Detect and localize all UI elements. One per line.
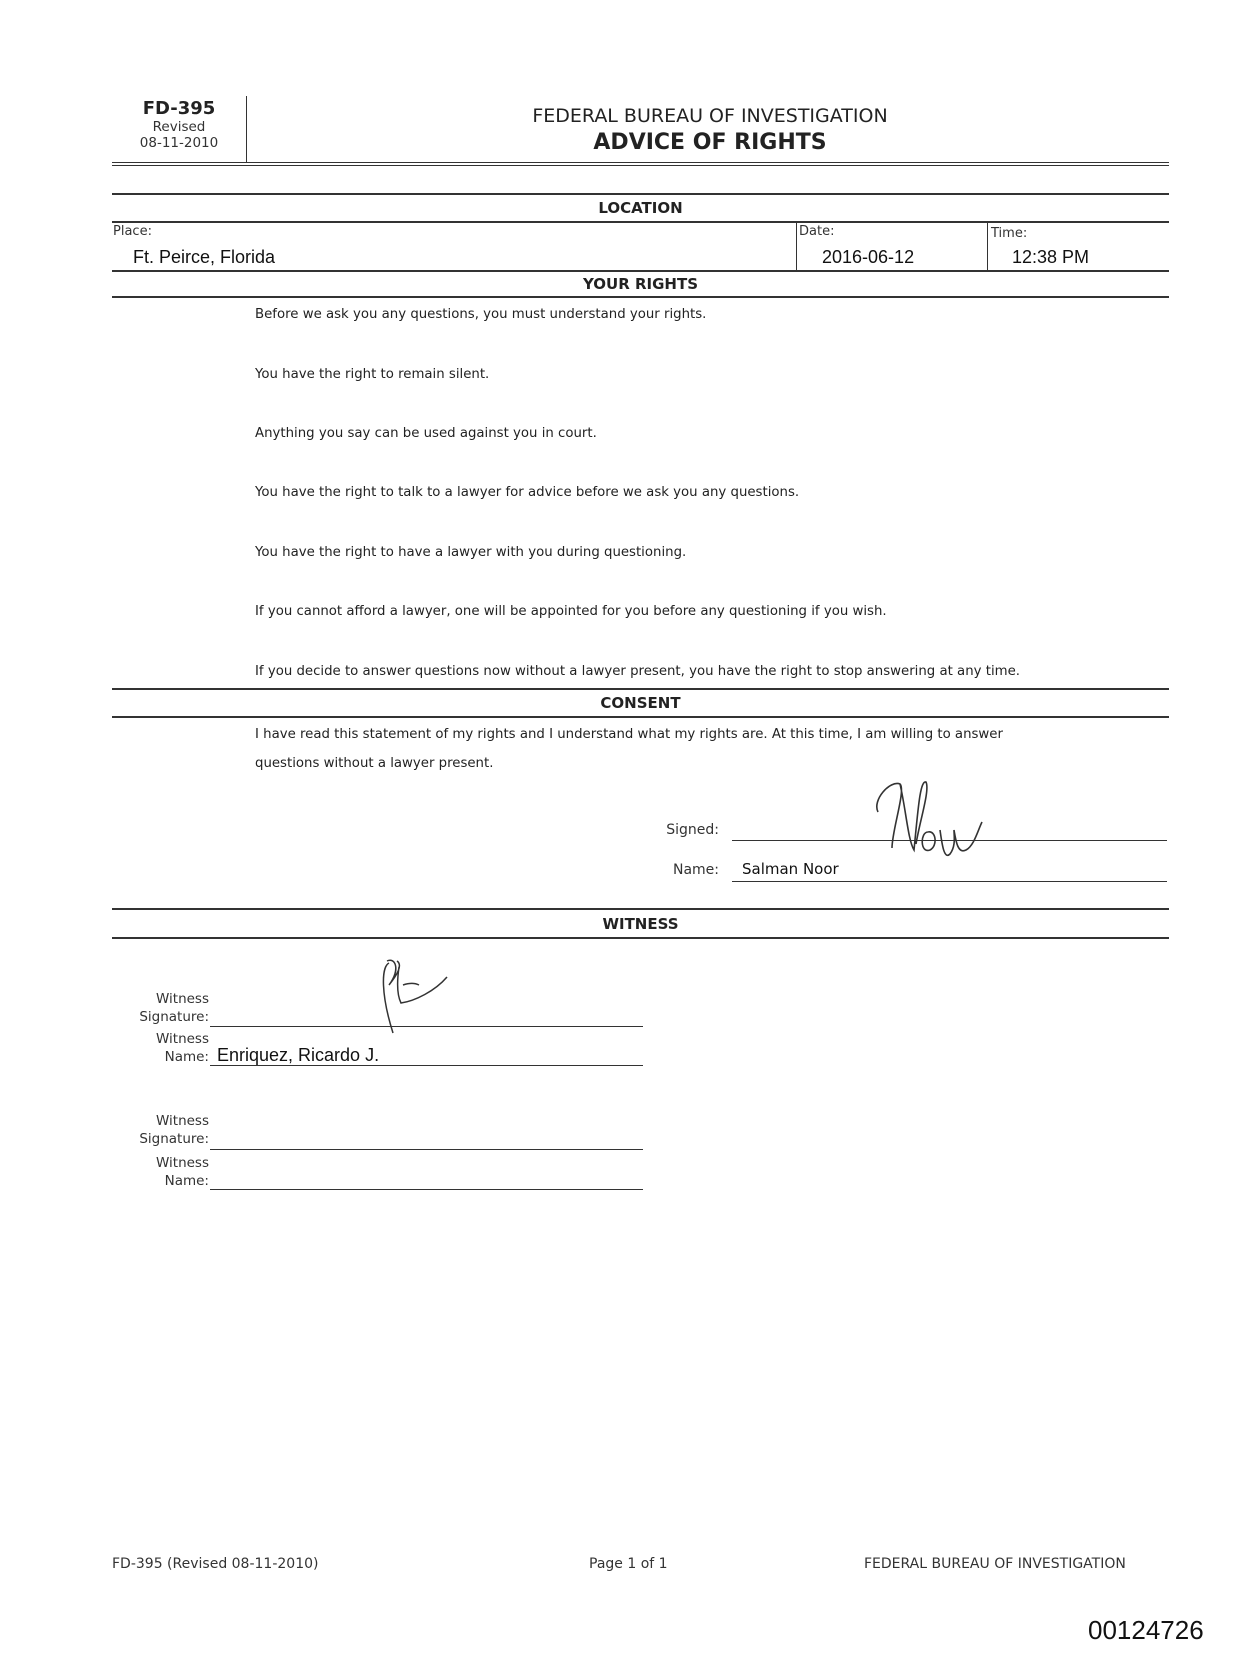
place-value: Ft. Peirce, Florida [133, 247, 276, 267]
signature-noor [870, 770, 1030, 865]
date-label: Date: [799, 224, 835, 239]
header-rule [112, 162, 1169, 163]
name-value: Salman Noor [742, 860, 839, 878]
form-number: FD-395 [142, 98, 216, 119]
rights-item: You have the right to have a lawyer with you during questioning. [255, 545, 687, 560]
divider [112, 688, 1169, 690]
consent-statement: I have read this statement of my rights and I understand what my rights are. At this time, I am willing to answer [255, 727, 1003, 742]
witness-name-label [109, 1154, 209, 1190]
divider [112, 908, 1169, 910]
witness-signature-label [109, 1112, 209, 1148]
name-label: Name: [672, 862, 719, 878]
label-text: Witness [155, 1155, 209, 1171]
rights-item: You have the right to talk to a lawyer for advice before we ask you any questions. [255, 485, 800, 500]
label-text: Witness [155, 1113, 209, 1129]
divider [112, 716, 1169, 718]
rights-item: You have the right to remain silent. [255, 367, 490, 382]
section-title-location: LOCATION [598, 199, 683, 217]
header-rule-2 [112, 165, 1169, 166]
form-id-block [112, 98, 246, 151]
rights-item: If you decide to answer questions now without a lawyer present, you have the right to stop answering at any time. [255, 664, 1020, 679]
bates-number: 00124726 [1088, 1615, 1204, 1645]
witness-name-value: Enriquez, Ricardo J. [217, 1045, 380, 1065]
label-text: Name: [164, 1049, 209, 1065]
divider [112, 270, 1169, 272]
label-text: Name: [164, 1173, 209, 1189]
time-value: 12:38 PM [1012, 247, 1090, 267]
divider [112, 221, 1169, 223]
agency-title: FEDERAL BUREAU OF INVESTIGATION [532, 105, 888, 127]
footer-agency: FEDERAL BUREAU OF INVESTIGATION [864, 1556, 1126, 1572]
label-text: Witness [155, 1031, 209, 1047]
divider [112, 937, 1169, 939]
footer-page: Page 1 of 1 [589, 1556, 668, 1572]
place-label: Place: [113, 224, 152, 239]
witness-name-line [210, 1189, 643, 1190]
signed-label: Signed: [666, 822, 719, 838]
label-text: Witness [155, 991, 209, 1007]
page-title: ADVICE OF RIGHTS [593, 130, 827, 155]
section-title-witness: WITNESS [602, 915, 679, 933]
divider [112, 193, 1169, 195]
section-title-consent: CONSENT [600, 694, 681, 712]
revised-label: Revised [152, 119, 206, 135]
footer-form-ref: FD-395 (Revised 08-11-2010) [112, 1556, 319, 1572]
revised-date: 08-11-2010 [139, 135, 219, 151]
time-label: Time: [991, 226, 1028, 241]
rights-item: Before we ask you any questions, you must understand your rights. [255, 307, 707, 322]
name-line [732, 881, 1167, 882]
rights-item: If you cannot afford a lawyer, one will be appointed for you before any questioning if you wish. [255, 604, 887, 619]
witness-signature-line [210, 1149, 643, 1150]
divider [112, 296, 1169, 298]
column-divider [796, 222, 797, 271]
column-divider [987, 222, 988, 271]
witness-signature [375, 955, 475, 1035]
rights-item: Anything you say can be used against you in court. [255, 426, 597, 441]
witness-signature-line [210, 1026, 643, 1027]
consent-statement: questions without a lawyer present. [255, 756, 494, 771]
witness-signature-label [109, 990, 209, 1026]
section-title-rights: YOUR RIGHTS [582, 275, 699, 293]
header-divider [246, 96, 247, 163]
date-value: 2016-06-12 [822, 247, 915, 267]
witness-name-label [109, 1030, 209, 1066]
label-text: Signature: [139, 1131, 209, 1147]
witness-name-line [210, 1065, 643, 1066]
label-text: Signature: [139, 1009, 209, 1025]
